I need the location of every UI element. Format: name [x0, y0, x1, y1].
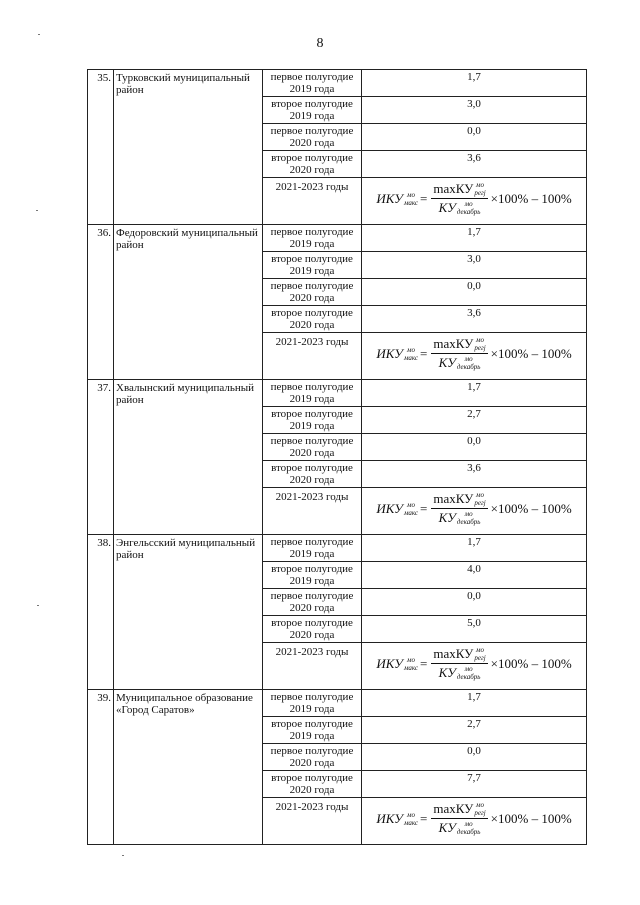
indicator-value: 0,0: [362, 434, 587, 461]
municipality-name: Хвалынский муниципальный район: [114, 380, 263, 535]
formula-lhs-sup: мо: [407, 655, 415, 664]
period-label: 2021-2023 годы: [263, 798, 362, 845]
indicator-value: 1,7: [362, 70, 587, 97]
period-label: второе полугодие 2020 года: [263, 616, 362, 643]
indicator-value: 3,6: [362, 461, 587, 488]
formula-numerator: maxКУ: [433, 801, 474, 816]
municipality-name: Энгельсский муниципальный район: [114, 535, 263, 690]
municipality-name: Федоровский муниципальный район: [114, 225, 263, 380]
formula-lhs-sub: макс: [403, 818, 419, 827]
formula-eq: =: [420, 810, 428, 826]
formula: [362, 336, 586, 371]
formula-rest: ×100% – 100%: [490, 810, 572, 826]
formula-cell: [362, 178, 587, 225]
table-row: [88, 70, 587, 97]
formula-cell: [362, 798, 587, 845]
formula-fraction: [431, 646, 487, 681]
formula-rest: ×100% – 100%: [490, 500, 572, 516]
formula-lhs: ИКУ: [376, 345, 403, 361]
formula-numerator: maxКУ: [433, 646, 474, 661]
formula-lhs-sub: макс: [403, 508, 419, 517]
formula-denominator: КУ: [438, 355, 456, 370]
scan-speck: [36, 210, 38, 211]
municipality-name: Муниципальное образование «Город Саратов»: [114, 690, 263, 845]
formula: [362, 491, 586, 526]
period-label: второе полугодие 2019 года: [263, 97, 362, 124]
indicator-value: 3,0: [362, 252, 587, 279]
indicator-value: 0,0: [362, 124, 587, 151]
indicator-value: 5,0: [362, 616, 587, 643]
formula-eq: =: [420, 345, 428, 361]
formula-rest: ×100% – 100%: [490, 345, 572, 361]
formula-lhs-sub: макс: [403, 353, 419, 362]
formula-cell: [362, 643, 587, 690]
municipality-name: Турковский муниципальный район: [114, 70, 263, 225]
indicator-value: 0,0: [362, 744, 587, 771]
indicator-value: 0,0: [362, 589, 587, 616]
period-label: первое полугодие 2019 года: [263, 380, 362, 407]
indicator-value: 4,0: [362, 562, 587, 589]
formula-eq: =: [420, 655, 428, 671]
formula-den-sup: мо: [464, 200, 473, 208]
table-row: [88, 535, 587, 562]
formula: [362, 646, 586, 681]
formula-eq: =: [420, 190, 428, 206]
scan-speck: [38, 34, 40, 35]
period-label: второе полугодие 2020 года: [263, 771, 362, 798]
formula-den-sub: декабрь: [456, 208, 481, 216]
period-label: первое полугодие 2019 года: [263, 535, 362, 562]
period-label: второе полугодие 2019 года: [263, 717, 362, 744]
formula-num-sub: регj: [474, 344, 486, 352]
formula-denominator: КУ: [438, 200, 456, 215]
formula-lhs: ИКУ: [376, 655, 403, 671]
formula-num-sup: мо: [476, 646, 484, 654]
scan-speck: [122, 855, 124, 856]
row-number: 35.: [88, 70, 114, 225]
period-label: первое полугодие 2020 года: [263, 124, 362, 151]
formula-lhs-sub: макс: [403, 663, 419, 672]
formula-num-sup: мо: [476, 181, 484, 189]
period-label: первое полугодие 2020 года: [263, 589, 362, 616]
formula-denominator: КУ: [438, 665, 456, 680]
formula-fraction: [431, 491, 487, 526]
formula-den-sup: мо: [464, 510, 473, 518]
indicator-value: 2,7: [362, 717, 587, 744]
formula-num-sup: мо: [476, 491, 484, 499]
formula-lhs-sup: мо: [407, 810, 415, 819]
formula-num-sub: регj: [474, 189, 486, 197]
formula-lhs-sup: мо: [407, 345, 415, 354]
formula-rest: ×100% – 100%: [490, 190, 572, 206]
period-label: первое полугодие 2019 года: [263, 690, 362, 717]
formula-den-sub: декабрь: [456, 828, 481, 836]
indicator-value: 3,0: [362, 97, 587, 124]
period-label: 2021-2023 годы: [263, 178, 362, 225]
formula-fraction: [431, 801, 487, 836]
formula-fraction: [431, 336, 487, 371]
period-label: 2021-2023 годы: [263, 643, 362, 690]
period-label: второе полугодие 2020 года: [263, 461, 362, 488]
period-label: второе полугодие 2019 года: [263, 252, 362, 279]
period-label: второе полугодие 2019 года: [263, 562, 362, 589]
indicator-value: 3,6: [362, 151, 587, 178]
formula-den-sub: декабрь: [456, 673, 481, 681]
period-label: первое полугодие 2019 года: [263, 70, 362, 97]
formula-num-sup: мо: [476, 801, 484, 809]
indicator-value: 2,7: [362, 407, 587, 434]
scan-speck: [37, 605, 39, 606]
indicator-value: 0,0: [362, 279, 587, 306]
period-label: 2021-2023 годы: [263, 333, 362, 380]
formula: [362, 181, 586, 216]
formula-lhs: ИКУ: [376, 500, 403, 516]
table-row: [88, 690, 587, 717]
indicator-value: 1,7: [362, 690, 587, 717]
formula-rest: ×100% – 100%: [490, 655, 572, 671]
formula-num-sub: регj: [474, 809, 486, 817]
formula-lhs: ИКУ: [376, 810, 403, 826]
period-label: первое полугодие 2019 года: [263, 225, 362, 252]
page-number: 8: [316, 36, 324, 51]
indicators-table: [87, 69, 587, 845]
indicator-value: 3,6: [362, 306, 587, 333]
formula-cell: [362, 333, 587, 380]
indicator-value: 1,7: [362, 535, 587, 562]
period-label: 2021-2023 годы: [263, 488, 362, 535]
formula-cell: [362, 488, 587, 535]
period-label: второе полугодие 2020 года: [263, 151, 362, 178]
formula-eq: =: [420, 500, 428, 516]
formula-num-sub: регj: [474, 499, 486, 507]
period-label: первое полугодие 2020 года: [263, 279, 362, 306]
indicator-value: 1,7: [362, 225, 587, 252]
period-label: второе полугодие 2020 года: [263, 306, 362, 333]
formula-num-sup: мо: [476, 336, 484, 344]
row-number: 37.: [88, 380, 114, 535]
formula: [362, 801, 586, 836]
formula-num-sub: регj: [474, 654, 486, 662]
period-label: первое полугодие 2020 года: [263, 744, 362, 771]
formula-den-sub: декабрь: [456, 363, 481, 371]
table-row: [88, 380, 587, 407]
period-label: второе полугодие 2019 года: [263, 407, 362, 434]
indicator-value: 7,7: [362, 771, 587, 798]
table-row: [88, 225, 587, 252]
formula-fraction: [431, 181, 487, 216]
row-number: 39.: [88, 690, 114, 845]
formula-denominator: КУ: [438, 820, 456, 835]
formula-den-sup: мо: [464, 355, 473, 363]
formula-denominator: КУ: [438, 510, 456, 525]
formula-den-sup: мо: [464, 665, 473, 673]
formula-numerator: maxКУ: [433, 336, 474, 351]
formula-numerator: maxКУ: [433, 491, 474, 506]
formula-numerator: maxКУ: [433, 181, 474, 196]
formula-lhs-sup: мо: [407, 500, 415, 509]
formula-lhs: ИКУ: [376, 190, 403, 206]
formula-lhs-sub: макс: [403, 198, 419, 207]
formula-den-sup: мо: [464, 820, 473, 828]
period-label: первое полугодие 2020 года: [263, 434, 362, 461]
row-number: 36.: [88, 225, 114, 380]
formula-den-sub: декабрь: [456, 518, 481, 526]
formula-lhs-sup: мо: [407, 190, 415, 199]
row-number: 38.: [88, 535, 114, 690]
indicator-value: 1,7: [362, 380, 587, 407]
